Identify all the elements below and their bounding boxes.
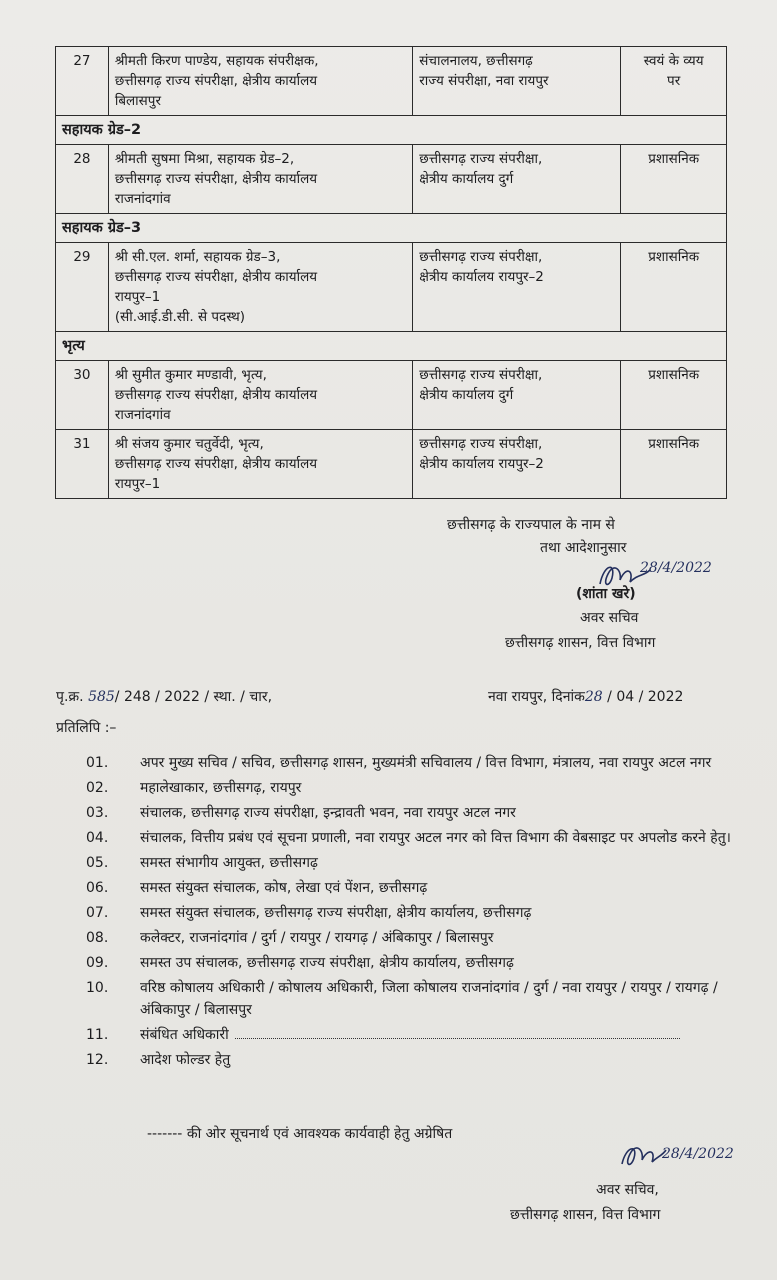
copy-text: अपर मुख्य सचिव / सचिव, छत्तीसगढ़ शासन, मुख्यमंत्री सचिवालय / वित्त विभाग, मंत्रालय, नवा रायपुर अटल नगर <box>140 755 712 771</box>
copy-item <box>86 902 756 924</box>
copy-item <box>86 977 756 1021</box>
destination-line: छत्तीसगढ़ राज्य संपरीक्षा, <box>419 249 543 265</box>
reference-place-date-prefix: नवा रायपुर, दिनांक <box>488 689 585 705</box>
serial-number: 27 <box>56 47 109 116</box>
employee-name-line: छत्तीसगढ़ राज्य संपरीक्षा, क्षेत्रीय कार्यालय <box>114 269 318 285</box>
copy-item <box>86 752 756 774</box>
destination-line: छत्तीसगढ़ राज्य संपरीक्षा, <box>419 367 543 383</box>
reason-line: प्रशासनिक <box>648 151 700 167</box>
employee-name-line: श्री संजय कुमार चतुर्वेदी, भृत्य, <box>114 436 264 452</box>
reason-line: प्रशासनिक <box>648 436 700 452</box>
reference-date-rest: / 04 / 2022 <box>607 689 684 705</box>
copy-item <box>86 852 756 874</box>
name-cell <box>108 47 412 116</box>
copy-text: समस्त उप संचालक, छत्तीसगढ़ राज्य संपरीक्षा, क्षेत्रीय कार्यालय, छत्तीसगढ़ <box>140 955 514 971</box>
destination-line: राज्य संपरीक्षा, नवा रायपुर <box>419 73 549 89</box>
employee-name-line: श्रीमती सुषमा मिश्रा, सहायक ग्रेड–2, <box>114 151 295 167</box>
copy-number: 08. <box>86 930 109 946</box>
reason-cell <box>621 361 727 430</box>
copy-number: 09. <box>86 955 109 971</box>
section-row <box>56 116 727 145</box>
employee-name-line: छत्तीसगढ़ राज्य संपरीक्षा, क्षेत्रीय कार्यालय <box>114 73 318 89</box>
employee-name-line: रायपुर–1 <box>114 289 161 305</box>
reference-prefix: पृ.क्र. <box>56 689 84 705</box>
copy-number: 03. <box>86 805 109 821</box>
copy-list <box>86 752 756 1074</box>
employee-name-line: बिलासपुर <box>114 93 161 109</box>
copy-number: 10. <box>86 980 109 996</box>
destination-line: संचालनालय, छत्तीसगढ़ <box>419 53 533 69</box>
reference-rest: / 248 / 2022 / स्था. / चार, <box>114 689 273 705</box>
copy-number: 02. <box>86 780 109 796</box>
copy-number: 05. <box>86 855 109 871</box>
forward-note: ------- की ओर सूचनार्थ एवं आवश्यक कार्यवाही हेतु अग्रेषित <box>147 1126 453 1142</box>
copy-text: वरिष्ठ कोषालय अधिकारी / कोषालय अधिकारी, जिला कोषालय राजनांदगांव / दुर्ग / नवा रायपुर / रायपुर / रायगढ़ / अंबिकापुर / बिलासपुर <box>140 980 718 1018</box>
name-cell <box>108 361 412 430</box>
section-title: सहायक ग्रेड–2 <box>56 116 727 145</box>
destination-line: छत्तीसगढ़ राज्य संपरीक्षा, <box>419 151 543 167</box>
dest-cell <box>413 47 621 116</box>
employee-name-line: छत्तीसगढ़ राज्य संपरीक्षा, क्षेत्रीय कार्यालय <box>114 387 318 403</box>
table-row <box>56 47 727 116</box>
copy-text: संचालक, वित्तीय प्रबंध एवं सूचना प्रणाली, नवा रायपुर अटल नगर को वित्त विभाग की वेबसाइट पर अपलोड करने हेतु। <box>140 830 731 846</box>
employee-name-line: श्री सी.एल. शर्मा, सहायक ग्रेड–3, <box>114 249 281 265</box>
name-cell <box>108 243 412 332</box>
employee-name-line: (सी.आई.डी.सी. से पदस्थ) <box>114 309 246 325</box>
table-row <box>56 145 727 214</box>
copy-item <box>86 1049 756 1071</box>
footer-designation: अवर सचिव, <box>596 1182 659 1198</box>
reason-line: पर <box>667 73 681 89</box>
footer-signature-scribble <box>618 1138 668 1176</box>
copy-number: 06. <box>86 880 109 896</box>
employee-name-line: राजनांदगांव <box>114 407 171 423</box>
table-row <box>56 361 727 430</box>
reference-handwritten-no: 585 <box>88 689 115 705</box>
copy-item <box>86 1024 756 1046</box>
reason-cell <box>621 47 727 116</box>
section-row <box>56 332 727 361</box>
destination-line: क्षेत्रीय कार्यालय दुर्ग <box>419 171 514 187</box>
copy-heading: प्रतिलिपि :– <box>56 720 117 736</box>
copy-text: समस्त संयुक्त संचालक, छत्तीसगढ़ राज्य संपरीक्षा, क्षेत्रीय कार्यालय, छत्तीसगढ़ <box>140 905 532 921</box>
reason-cell <box>621 145 727 214</box>
copy-item <box>86 927 756 949</box>
transfer-table <box>55 46 727 499</box>
reason-line: प्रशासनिक <box>648 367 700 383</box>
name-cell <box>108 430 412 499</box>
copy-number: 07. <box>86 905 109 921</box>
copy-item <box>86 952 756 974</box>
destination-line: क्षेत्रीय कार्यालय दुर्ग <box>419 387 514 403</box>
reason-cell <box>621 430 727 499</box>
copy-text: महालेखाकार, छत्तीसगढ़, रायपुर <box>140 780 302 796</box>
destination-line: छत्तीसगढ़ राज्य संपरीक्षा, <box>419 436 543 452</box>
employee-name-line: छत्तीसगढ़ राज्य संपरीक्षा, क्षेत्रीय कार्यालय <box>114 171 318 187</box>
serial-number: 31 <box>56 430 109 499</box>
employee-name-line: रायपुर–1 <box>114 476 161 492</box>
copy-item <box>86 877 756 899</box>
employee-name-line: श्री सुमीत कुमार मण्डावी, भृत्य, <box>114 367 267 383</box>
copy-number: 11. <box>86 1027 109 1043</box>
copy-text: संबंधित अधिकारी <box>140 1027 229 1043</box>
reference-date <box>488 687 683 706</box>
footer-signature-date: 28/4/2022 <box>662 1146 734 1162</box>
signatory-name: (शांता खरे) <box>576 586 636 602</box>
serial-number: 30 <box>56 361 109 430</box>
footer-department: छत्तीसगढ़ शासन, वित्त विभाग <box>510 1207 661 1223</box>
section-title: भृत्य <box>56 332 727 361</box>
transfer-table-body <box>56 47 727 499</box>
copy-item <box>86 777 756 799</box>
serial-number: 28 <box>56 145 109 214</box>
dest-cell <box>413 145 621 214</box>
blank-dotted-line <box>235 1026 680 1039</box>
order-line-2: तथा आदेशानुसार <box>540 540 627 556</box>
reason-line: प्रशासनिक <box>648 249 700 265</box>
signatory-designation: अवर सचिव <box>580 610 639 626</box>
section-title: सहायक ग्रेड–3 <box>56 214 727 243</box>
employee-name-line: श्रीमती किरण पाण्डेय, सहायक संपरीक्षक, <box>114 53 319 69</box>
copy-text: समस्त संभागीय आयुक्त, छत्तीसगढ़ <box>140 855 318 871</box>
section-row <box>56 214 727 243</box>
copy-text: समस्त संयुक्त संचालक, कोष, लेखा एवं पेंशन, छत्तीसगढ़ <box>140 880 428 896</box>
signatory-department: छत्तीसगढ़ शासन, वित्त विभाग <box>505 635 656 651</box>
copy-item <box>86 827 756 849</box>
reference-number <box>56 687 272 706</box>
reason-line: स्वयं के व्यय <box>643 53 704 69</box>
copy-number: 01. <box>86 755 109 771</box>
name-cell <box>108 145 412 214</box>
order-signature-date: 28/4/2022 <box>640 560 712 576</box>
copy-text: संचालक, छत्तीसगढ़ राज्य संपरीक्षा, इन्द्रावती भवन, नवा रायपुर अटल नगर <box>140 805 516 821</box>
copy-text: आदेश फोल्डर हेतु <box>140 1052 231 1068</box>
copy-text: कलेक्टर, राजनांदगांव / दुर्ग / रायपुर / रायगढ़ / अंबिकापुर / बिलासपुर <box>140 930 494 946</box>
reason-cell <box>621 243 727 332</box>
copy-number: 04. <box>86 830 109 846</box>
employee-name-line: राजनांदगांव <box>114 191 171 207</box>
order-line-1: छत्तीसगढ़ के राज्यपाल के नाम से <box>447 517 615 533</box>
table-row <box>56 430 727 499</box>
table-row <box>56 243 727 332</box>
serial-number: 29 <box>56 243 109 332</box>
destination-line: क्षेत्रीय कार्यालय रायपुर–2 <box>419 269 544 285</box>
dest-cell <box>413 243 621 332</box>
dest-cell <box>413 361 621 430</box>
copy-item <box>86 802 756 824</box>
copy-number: 12. <box>86 1052 109 1068</box>
employee-name-line: छत्तीसगढ़ राज्य संपरीक्षा, क्षेत्रीय कार्यालय <box>114 456 318 472</box>
dest-cell <box>413 430 621 499</box>
reference-handwritten-day: 28 <box>584 689 603 705</box>
destination-line: क्षेत्रीय कार्यालय रायपुर–2 <box>419 456 544 472</box>
